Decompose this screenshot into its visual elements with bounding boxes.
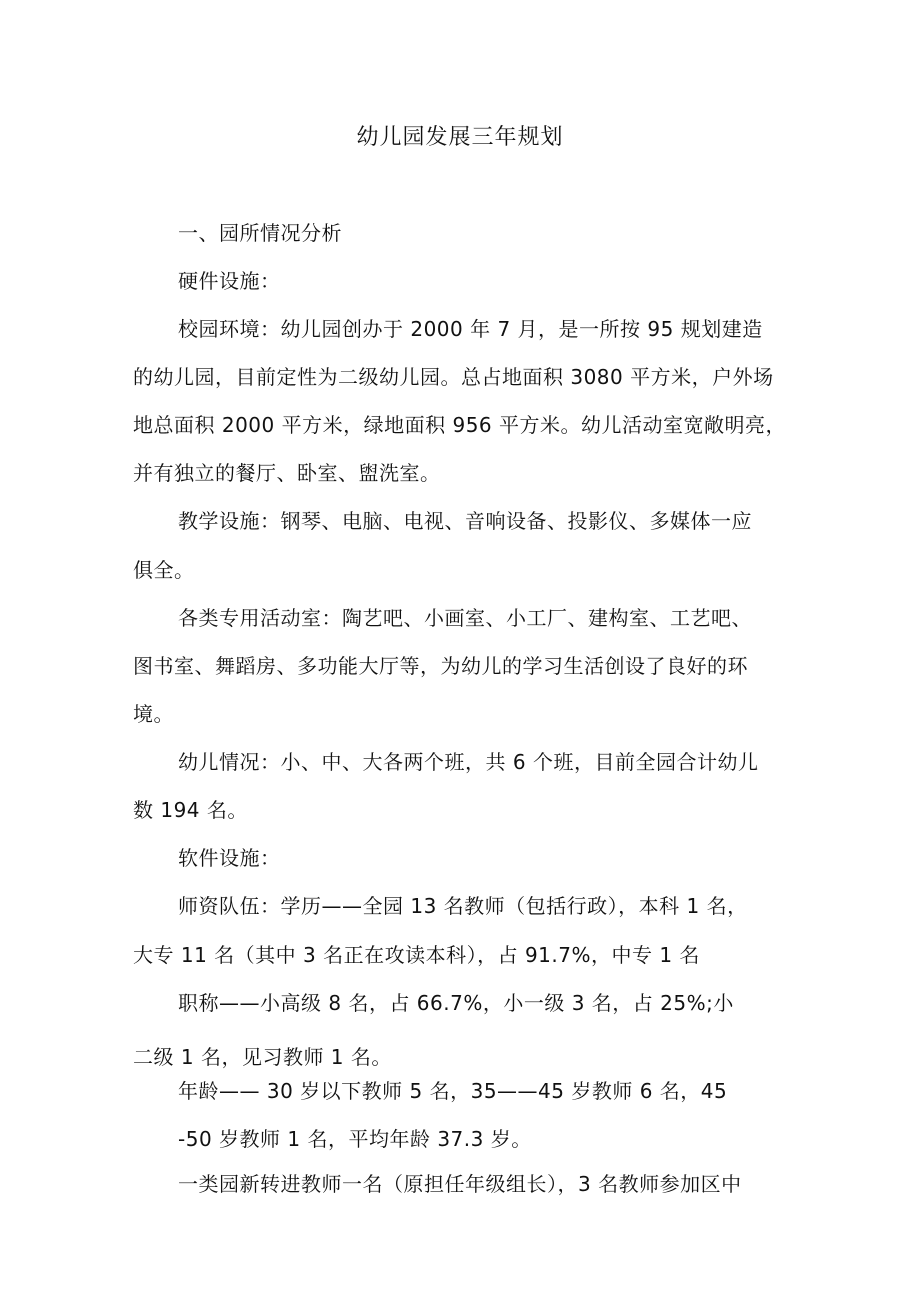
- paragraph-line: 俱全。: [133, 558, 195, 582]
- subheading-software: 软件设施：: [178, 846, 281, 870]
- paragraph-line: 年龄—— 30 岁以下教师 5 名，35——45 岁教师 6 名，45: [178, 1079, 728, 1103]
- paragraph-line: 的幼儿园，目前定性为二级幼儿园。总占地面积 3080 平方米，户外场: [133, 365, 774, 389]
- paragraph-line: -50 岁教师 1 名，平均年龄 37.3 岁。: [178, 1127, 532, 1151]
- paragraph-line: 大专 11 名（其中 3 名正在攻读本科），占 91.7%，中专 1 名: [133, 943, 700, 967]
- paragraph-line: 图书室、舞蹈房、多功能大厅等，为幼儿的学习生活创设了良好的环: [133, 654, 748, 678]
- subheading-hardware: 硬件设施：: [178, 269, 281, 293]
- paragraph-line: 一类园新转进教师一名（原担任年级组长），3 名教师参加区中: [178, 1172, 742, 1196]
- paragraph-line: 职称——小高级 8 名，占 66.7%，小一级 3 名，占 25%;小: [178, 991, 734, 1015]
- paragraph-line: 地总面积 2000 平方米，绿地面积 956 平方米。幼儿活动室宽敞明亮，: [133, 413, 787, 437]
- paragraph-line: 境。: [133, 702, 174, 726]
- document-title: 幼儿园发展三年规划: [356, 125, 564, 150]
- paragraph-line: 二级 1 名，见习教师 1 名。: [133, 1045, 392, 1069]
- paragraph-line: 各类专用活动室：陶艺吧、小画室、小工厂、建构室、工艺吧、: [178, 606, 752, 630]
- paragraph-line: 幼儿情况：小、中、大各两个班，共 6 个班，目前全园合计幼儿: [178, 750, 759, 774]
- paragraph-line: 数 194 名。: [133, 798, 248, 822]
- paragraph-line: 校园环境：幼儿园创办于 2000 年 7 月，是一所按 95 规划建造: [178, 317, 763, 341]
- section-heading: 一、园所情况分析: [178, 221, 342, 245]
- paragraph-line: 师资队伍：学历——全园 13 名教师（包括行政），本科 1 名，: [178, 894, 748, 918]
- paragraph-line: 教学设施：钢琴、电脑、电视、音响设备、投影仪、多媒体一应: [178, 509, 752, 533]
- paragraph-line: 并有独立的餐厅、卧室、盥洗室。: [133, 461, 441, 485]
